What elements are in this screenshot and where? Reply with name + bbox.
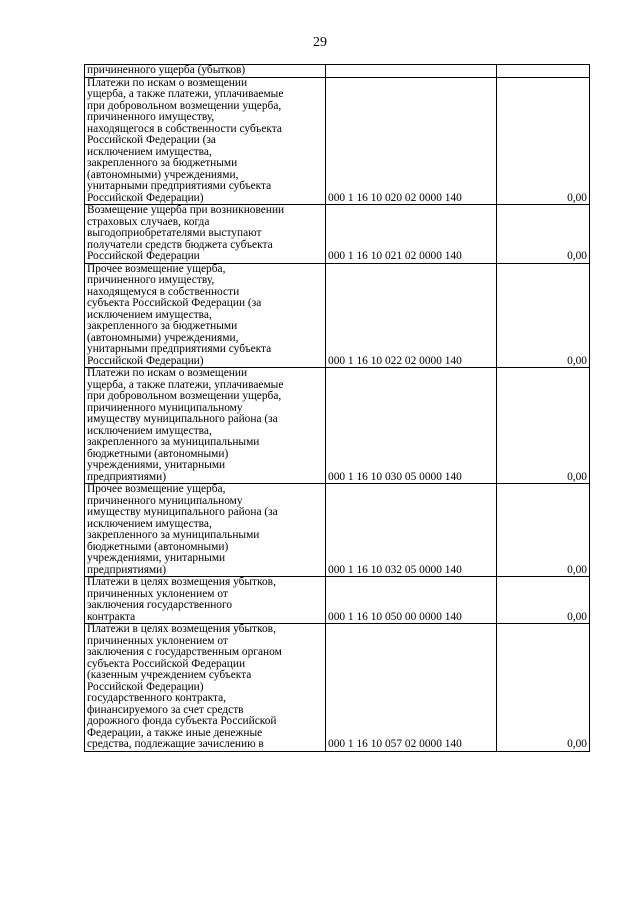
revenue-name-line: Прочее возмещение ущерба, — [87, 483, 226, 495]
revenue-name-cell — [85, 577, 326, 624]
budget-code-cell: 000 1 16 10 021 02 0000 140 — [326, 205, 497, 264]
revenue-name-line: ущерба, а также платежи, уплачиваемые — [87, 88, 284, 100]
amount-cell: 0,00 — [497, 77, 590, 205]
revenue-name-line: исключением имущества, — [87, 308, 212, 321]
revenue-name-line: находящемуся в собственности — [87, 285, 240, 298]
budget-code-cell — [326, 65, 497, 78]
revenue-name-line: при добровольном возмещении ущерба, — [87, 99, 282, 112]
revenue-name-line: Российской Федерации — [87, 250, 200, 262]
revenue-name-line: учреждениями, унитарными — [87, 459, 226, 471]
budget-revenue-table — [84, 64, 590, 752]
revenue-name-line: Платежи в целях возмещения убытков, — [87, 623, 276, 635]
revenue-name-line: исключением имущества, — [87, 145, 212, 158]
revenue-name-line: закрепленного за бюджетными — [87, 157, 238, 169]
revenue-name-line: Федерации, а также иные денежные — [87, 726, 263, 739]
revenue-name-cell — [85, 368, 326, 484]
revenue-name-line: учреждениями, унитарными — [87, 552, 226, 564]
revenue-name-line: бюджетными (автономными) — [87, 447, 229, 460]
revenue-name-line: получатели средств бюджета субъекта — [87, 238, 273, 251]
revenue-name-line: унитарными предприятиями субъекта — [87, 180, 272, 192]
table-row — [85, 577, 590, 624]
revenue-name-line: закрепленного за бюджетными — [87, 320, 238, 332]
revenue-name-line: (автономными) учреждениями, — [87, 331, 239, 344]
amount-cell: 0,00 — [497, 368, 590, 484]
revenue-name-line: унитарными предприятиями субъекта — [87, 343, 272, 355]
revenue-name-line: (казенным учреждением субъекта — [87, 669, 252, 681]
revenue-name-line: причиненного ущерба (убытков) — [87, 64, 246, 76]
budget-code-cell: 000 1 16 10 030 05 0000 140 — [326, 368, 497, 484]
table-row — [85, 484, 590, 577]
budget-code-cell: 000 1 16 10 032 05 0000 140 — [326, 484, 497, 577]
revenue-name-line: причиненного имуществу, — [87, 111, 215, 123]
revenue-name-cell — [85, 205, 326, 264]
table-row — [85, 263, 590, 368]
table-row — [85, 368, 590, 484]
revenue-name-line: закрепленного за муниципальными — [87, 529, 260, 541]
budget-code-cell: 000 1 16 10 022 02 0000 140 — [326, 263, 497, 368]
revenue-name-line: бюджетными (автономными) — [87, 540, 229, 553]
revenue-name-line: причиненных уклонением от — [87, 634, 228, 647]
revenue-name-cell — [85, 263, 326, 368]
amount-cell — [497, 65, 590, 78]
revenue-name-line: причиненного муниципальному — [87, 494, 243, 507]
amount-cell: 0,00 — [497, 205, 590, 264]
page-number: 29 — [313, 35, 327, 50]
revenue-name-line: выгодоприобретателями выступают — [87, 227, 262, 239]
revenue-name-line: государственного контракта, — [87, 692, 227, 704]
revenue-name-line: Платежи по искам о возмещении — [87, 367, 248, 379]
revenue-name-line: страховых случаев, когда — [87, 215, 210, 228]
revenue-name-line: причиненного муниципальному — [87, 401, 243, 414]
revenue-name-line: ущерба, а также платежи, уплачиваемые — [87, 378, 284, 391]
table-row — [85, 205, 590, 264]
revenue-name-line: предприятиями) — [87, 470, 167, 483]
revenue-name-line: заключения с государственным органом — [87, 646, 282, 658]
revenue-name-line: Российской Федерации) — [87, 354, 204, 367]
revenue-name-cell — [85, 484, 326, 577]
revenue-name-line: контракта — [87, 610, 136, 623]
revenue-name-line: (автономными) учреждениями, — [87, 168, 239, 181]
budget-code-cell: 000 1 16 10 050 00 0000 140 — [326, 577, 497, 624]
revenue-name-line: дорожного фонда субъекта Российской — [87, 715, 277, 727]
revenue-name-line: причиненного имуществу, — [87, 274, 215, 286]
revenue-name-line: при добровольном возмещении ущерба, — [87, 390, 282, 402]
table-row — [85, 624, 590, 752]
revenue-name-line: Российской Федерации (за — [87, 134, 216, 146]
table-row — [85, 77, 590, 205]
revenue-name-line: находящегося в собственности субъекта — [87, 122, 282, 135]
budget-code-cell: 000 1 16 10 020 02 0000 140 — [326, 77, 497, 205]
revenue-name-line: предприятиями) — [87, 563, 167, 576]
amount-cell: 0,00 — [497, 624, 590, 752]
revenue-name-line: субъекта Российской Федерации (за — [87, 297, 262, 309]
revenue-name-cell — [85, 624, 326, 752]
revenue-name-line: Платежи в целях возмещения убытков, — [87, 576, 276, 588]
revenue-name-line: Прочее возмещение ущерба, — [87, 262, 226, 275]
revenue-name-line: Платежи по искам о возмещении — [87, 76, 248, 89]
revenue-name-line: имуществу муниципального района (за — [87, 413, 278, 425]
amount-cell: 0,00 — [497, 484, 590, 577]
revenue-name-line: средства, подлежащие зачислению в — [87, 738, 264, 750]
table-row — [85, 65, 590, 78]
revenue-name-line: финансируемого за счет средств — [87, 703, 244, 716]
revenue-name-line: субъекта Российской Федерации — [87, 657, 246, 670]
amount-cell: 0,00 — [497, 577, 590, 624]
revenue-name-line: причиненных уклонением от — [87, 587, 228, 600]
amount-cell: 0,00 — [497, 263, 590, 368]
revenue-name-line: Российской Федерации) — [87, 680, 204, 693]
revenue-name-line: Возмещение ущерба при возникновении — [87, 204, 285, 216]
revenue-name-line: закрепленного за муниципальными — [87, 436, 260, 448]
budget-code-cell: 000 1 16 10 057 02 0000 140 — [326, 624, 497, 752]
revenue-name-line: исключением имущества, — [87, 424, 212, 437]
revenue-name-cell — [85, 77, 326, 205]
revenue-name-cell — [85, 65, 326, 78]
revenue-name-line: Российской Федерации) — [87, 191, 204, 204]
revenue-name-line: заключения государственного — [87, 599, 233, 611]
revenue-name-line: имуществу муниципального района (за — [87, 506, 278, 518]
revenue-name-line: исключением имущества, — [87, 517, 212, 530]
